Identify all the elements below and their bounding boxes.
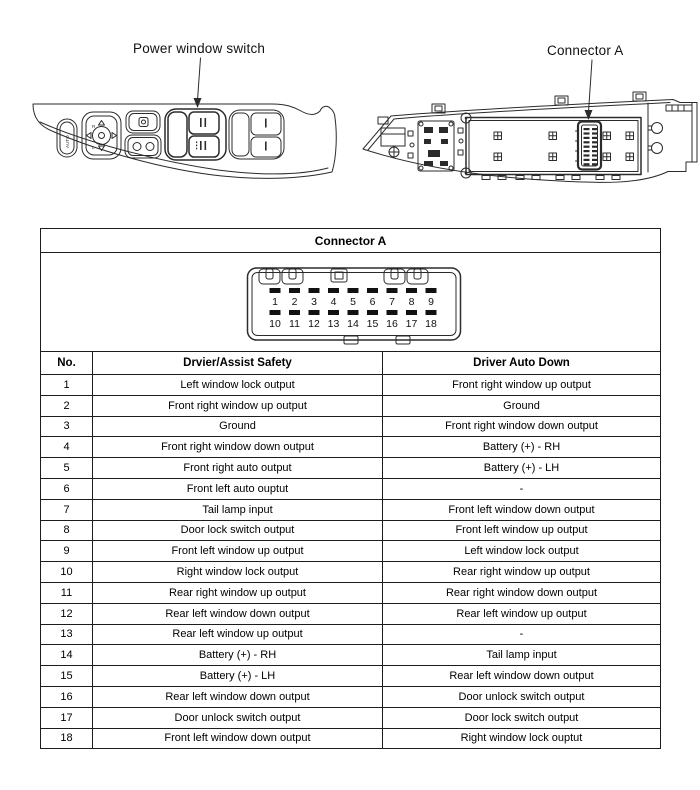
mechanism-contacts [424, 127, 448, 166]
table-row [41, 375, 661, 396]
table-row [41, 666, 661, 687]
driver-assist-safety-cell: Front right window up output [93, 395, 383, 416]
diagram-bottom-pins [269, 310, 437, 330]
mirror-mark-r: R [92, 124, 96, 129]
driver-auto-down-cell: - [383, 624, 661, 645]
board-pin [592, 132, 598, 134]
terminal-band [482, 176, 620, 180]
pin-number: 12 [307, 318, 320, 330]
pin-bar [386, 288, 397, 293]
driver-auto-down-cell: Rear left window up output [383, 603, 661, 624]
driver-auto-down-cell: Door lock switch output [383, 707, 661, 728]
pin-number: 8 [408, 296, 414, 308]
power-switch-arrow [198, 58, 201, 100]
table-row [41, 541, 661, 562]
driver-auto-down-cell: Front left window down output [383, 499, 661, 520]
board-pin [592, 137, 598, 139]
auto-button-text: AUTO [65, 135, 70, 148]
driver-assist-safety-cell: Tail lamp input [93, 499, 383, 520]
power-window-switch-group-front [165, 109, 226, 160]
driver-assist-safety-cell: Front left window up output [93, 541, 383, 562]
driver-auto-down-cell: Battery (+) - LH [383, 458, 661, 479]
assembly-outline [363, 100, 697, 183]
pin-bar [406, 288, 417, 293]
pin-bar [308, 288, 319, 293]
connector-a-illustration [355, 58, 700, 193]
driver-assist-safety-cell: Battery (+) - RH [93, 645, 383, 666]
board-pin [584, 146, 590, 148]
fastener-marks [494, 132, 634, 161]
pin-bar [328, 310, 339, 315]
driver-assist-safety-cell: Ground [93, 416, 383, 437]
driver-auto-down-cell: Right window lock ouptut [383, 728, 661, 749]
table-row [41, 707, 661, 728]
table-row [41, 624, 661, 645]
board-pin [584, 150, 590, 152]
connector-a-arrowhead [585, 110, 593, 120]
board-pin [584, 154, 590, 156]
board-pin [592, 141, 598, 143]
pin-bar [386, 310, 397, 315]
pin-bar [425, 310, 436, 315]
pin-number-cell: 12 [41, 603, 93, 624]
pin-number: 5 [349, 296, 356, 308]
board-pin [592, 146, 598, 148]
pin-bar [347, 288, 358, 293]
switch-panel-outline [33, 104, 336, 178]
board-pin [584, 132, 590, 134]
pin-bar [269, 288, 280, 293]
column-header-no: No. [41, 352, 93, 375]
board-pin [592, 154, 598, 156]
board-pin [584, 163, 590, 165]
connector-diagram-cell [41, 253, 661, 352]
pin-number: 16 [385, 318, 398, 330]
connector-a-table [40, 228, 661, 749]
pin-table-body [41, 375, 661, 749]
pin-number-cell: 8 [41, 520, 93, 541]
power-window-switch-label: Power window switch [133, 41, 266, 56]
driver-assist-safety-cell: Rear right window up output [93, 582, 383, 603]
connector-a-label: Connector A [547, 43, 624, 58]
right-end-details [648, 103, 692, 172]
pin-number: 15 [366, 318, 378, 330]
driver-auto-down-cell: Rear right window down output [383, 582, 661, 603]
column-header-driver-assist-safety: Drvier/Assist Safety [93, 352, 383, 375]
power-window-switch-group-rear [229, 110, 284, 159]
driver-auto-down-cell: Front left window up output [383, 520, 661, 541]
table-row [41, 499, 661, 520]
pin-number-cell: 5 [41, 458, 93, 479]
pin-number-cell: 15 [41, 666, 93, 687]
board-pin [592, 163, 598, 165]
driver-auto-down-cell: Left window lock output [383, 541, 661, 562]
pin-bar [308, 310, 319, 315]
driver-assist-safety-cell: Door lock switch output [93, 520, 383, 541]
board-connector-pins [584, 128, 599, 165]
pin-number: 14 [346, 318, 359, 330]
pin-number-cell: 18 [41, 728, 93, 749]
mechanism-details [381, 113, 471, 178]
table-row [41, 686, 661, 707]
driver-assist-safety-cell: Left window lock output [93, 375, 383, 396]
power-window-switch-illustration [25, 55, 350, 190]
table-row [41, 645, 661, 666]
table-row [41, 437, 661, 458]
board-pin [592, 128, 598, 130]
pin-number-cell: 3 [41, 416, 93, 437]
driver-auto-down-cell: Battery (+) - RH [383, 437, 661, 458]
table-row [41, 603, 661, 624]
pin-number-cell: 4 [41, 437, 93, 458]
connector-a-drawing [355, 58, 700, 193]
driver-assist-safety-cell: Front left window down output [93, 728, 383, 749]
pin-bar [406, 310, 417, 315]
driver-assist-safety-cell: Battery (+) - LH [93, 666, 383, 687]
pin-number-cell: 16 [41, 686, 93, 707]
driver-assist-safety-cell: Front right window down output [93, 437, 383, 458]
table-row [41, 395, 661, 416]
pin-bar [367, 310, 378, 315]
pin-bar [289, 310, 300, 315]
pin-number: 4 [330, 296, 336, 308]
column-header-driver-auto-down: Driver Auto Down [383, 352, 661, 375]
pin-bar [289, 288, 300, 293]
pin-number: 18 [424, 318, 437, 330]
pin-number-cell: 10 [41, 562, 93, 583]
driver-auto-down-cell: Ground [383, 395, 661, 416]
mirror-adjust-switch [82, 112, 121, 159]
driver-assist-safety-cell: Rear left window down output [93, 686, 383, 707]
table-row [41, 520, 661, 541]
driver-auto-down-cell: Door unlock switch output [383, 686, 661, 707]
pin-bar [269, 310, 280, 315]
assembly-body [466, 118, 641, 175]
pin-number-cell: 1 [41, 375, 93, 396]
connector-top-clips [259, 269, 428, 284]
pin-bar [367, 288, 378, 293]
table-title: Connector A [41, 229, 661, 253]
pin-number-cell: 14 [41, 645, 93, 666]
connector-pinout-diagram [246, 261, 466, 349]
pin-number: 9 [427, 296, 434, 308]
pin-number: 13 [327, 318, 339, 330]
pin-number-cell: 13 [41, 624, 93, 645]
connector-a-arrow [589, 60, 593, 112]
table-row [41, 582, 661, 603]
diagram-top-pins [269, 288, 436, 308]
table-row [41, 478, 661, 499]
board-pin [592, 150, 598, 152]
driver-assist-safety-cell: Door unlock switch output [93, 707, 383, 728]
driver-auto-down-cell: Rear right window up output [383, 562, 661, 583]
driver-auto-down-cell: Front right window up output [383, 375, 661, 396]
pin-number: 7 [388, 296, 395, 308]
driver-assist-safety-cell: Right window lock output [93, 562, 383, 583]
table-row [41, 562, 661, 583]
driver-assist-safety-cell: Rear left window up output [93, 624, 383, 645]
door-lock-buttons [125, 111, 161, 158]
pin-number: 2 [291, 296, 297, 308]
driver-auto-down-cell: Tail lamp input [383, 645, 661, 666]
pin-number: 17 [405, 318, 417, 330]
pin-bar [425, 288, 436, 293]
board-pin [584, 128, 590, 130]
pin-number-cell: 9 [41, 541, 93, 562]
connector-a-part [576, 122, 602, 170]
driver-auto-down-cell: Rear left window down output [383, 666, 661, 687]
pin-number: 3 [310, 296, 317, 308]
board-pin [592, 159, 598, 161]
board-pin [584, 141, 590, 143]
mirror-mark-l: L [92, 145, 95, 150]
power-switch-arrowhead [194, 98, 202, 108]
pin-number-cell: 11 [41, 582, 93, 603]
driver-auto-down-cell: - [383, 478, 661, 499]
driver-assist-safety-cell: Front left auto ouptut [93, 478, 383, 499]
table-row [41, 416, 661, 437]
door-lock-auto-button [57, 119, 77, 157]
pin-number-cell: 2 [41, 395, 93, 416]
pin-number: 1 [271, 296, 278, 308]
pin-number-cell: 6 [41, 478, 93, 499]
driver-auto-down-cell: Front right window down output [383, 416, 661, 437]
pin-bar [328, 288, 339, 293]
power-window-switch-drawing [25, 55, 350, 190]
pin-bar [347, 310, 358, 315]
pin-number-cell: 7 [41, 499, 93, 520]
board-pin [584, 159, 590, 161]
table-row [41, 728, 661, 749]
driver-assist-safety-cell: Rear left window down output [93, 603, 383, 624]
driver-assist-safety-cell: Front right auto output [93, 458, 383, 479]
table-row [41, 458, 661, 479]
pin-number: 6 [369, 296, 375, 308]
pin-number: 10 [268, 318, 281, 330]
pin-number-cell: 17 [41, 707, 93, 728]
board-pin [584, 137, 590, 139]
pin-number: 11 [288, 318, 300, 330]
